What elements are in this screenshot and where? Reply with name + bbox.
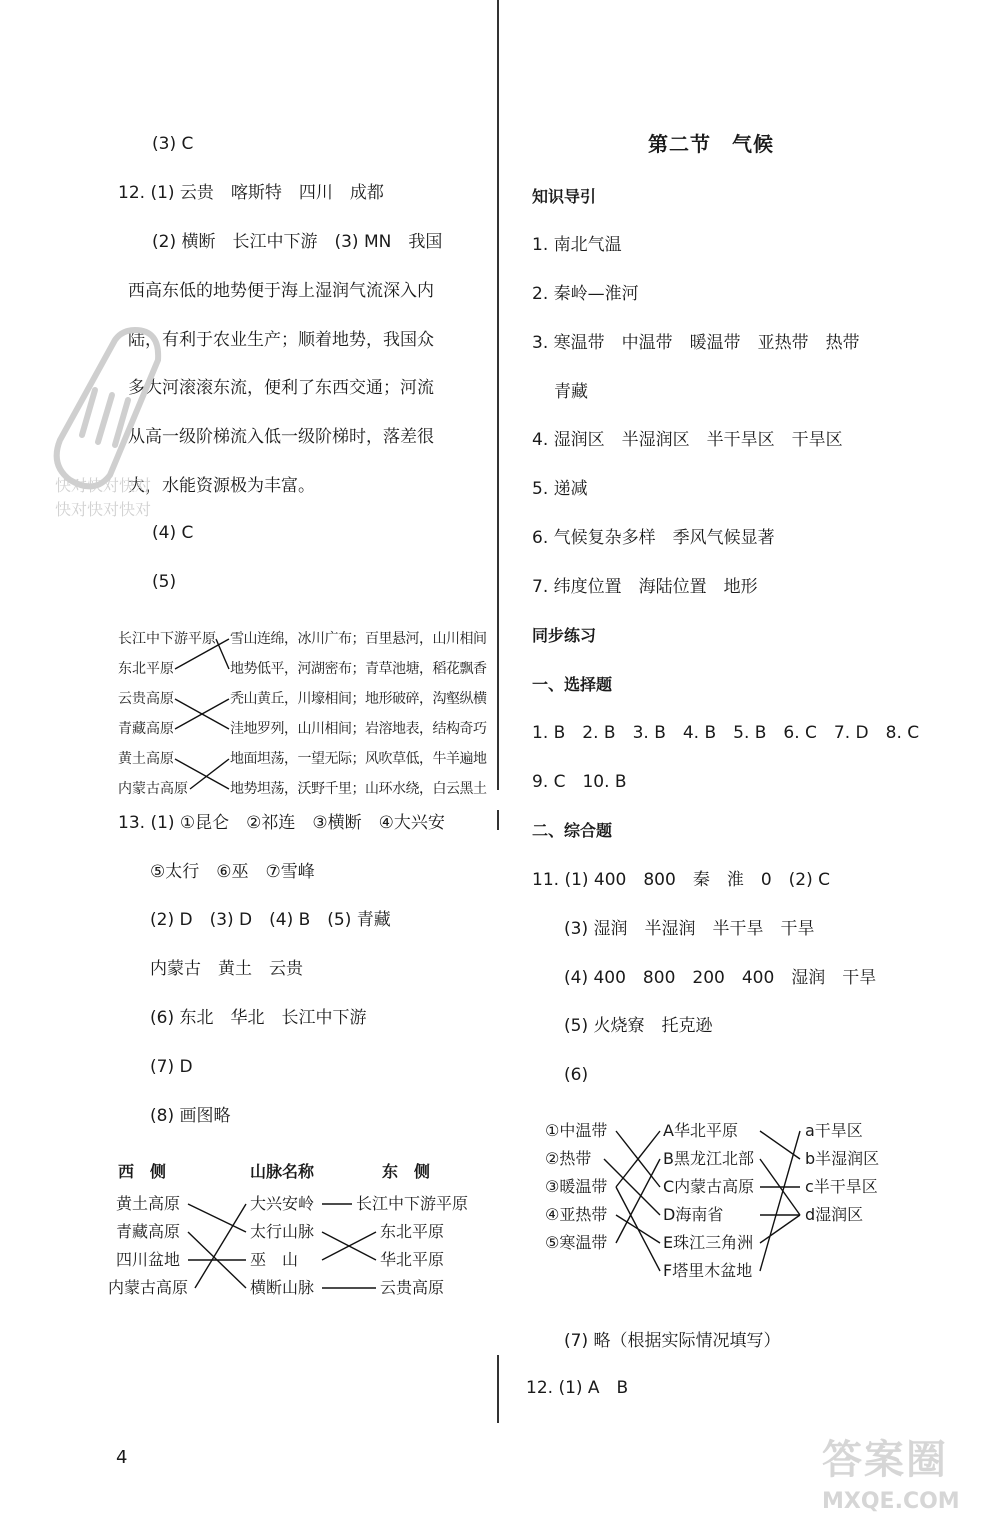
mountain-item: 大兴安岭	[250, 1194, 315, 1213]
mountain-item: 太行山脉	[250, 1222, 315, 1241]
answer-line: 内蒙古 黄土 云贵	[150, 959, 303, 979]
section-heading: 同步练习	[532, 626, 597, 645]
choice-answers: 9. C 10. B	[532, 772, 627, 792]
answer-line: 多大河滚滚东流，便利了东西交通；河流	[128, 378, 434, 398]
answer-line: (4) C	[152, 523, 194, 543]
answer-line: 12. (1) A B	[526, 1378, 629, 1398]
guide-line: 青藏	[554, 382, 588, 402]
answer-line: 从高一级阶梯流入低一级阶梯时，落差很	[128, 427, 434, 447]
match-left-item: 长江中下游平原	[118, 631, 216, 647]
match-left-item: 青藏高原	[118, 721, 174, 737]
match-right-item: 洼地罗列，山川相间；岩溶地表，结构奇巧	[230, 721, 487, 737]
section-heading: 一、选择题	[532, 675, 613, 694]
answer-line: (3) 湿润 半湿润 半干旱 干旱	[564, 919, 815, 939]
table-header: 西 侧	[118, 1162, 167, 1181]
match-left-item: 云贵高原	[118, 691, 174, 707]
west-item: 青藏高原	[116, 1222, 181, 1241]
zone-item: d湿润区	[805, 1205, 864, 1224]
match-right-item: 雪山连绵，冰川广布；百里悬河，山川相间	[230, 631, 487, 647]
answer-line: (7) 略（根据实际情况填写）	[564, 1331, 781, 1351]
site-logo	[822, 1428, 992, 1518]
table-header: 东 侧	[382, 1162, 431, 1181]
choice-answers: 1. B 2. B 3. B 4. B 5. B 6. C 7. D 8. C	[532, 723, 920, 743]
zone-item: c半干旱区	[805, 1177, 878, 1196]
section-heading: 知识导引	[532, 187, 597, 206]
answer-line: (6)	[564, 1065, 589, 1085]
mountain-item: 巫 山	[250, 1250, 299, 1269]
place-item: F塔里木盆地	[663, 1261, 753, 1280]
guide-line: 4. 湿润区 半湿润区 半干旱区 干旱区	[532, 430, 843, 450]
watermark-text: 快对快对快对	[55, 476, 152, 495]
answer-line: ⑤太行 ⑥巫 ⑦雪峰	[150, 862, 315, 882]
answer-line: 12. (1) 云贵 喀斯特 四川 成都	[118, 183, 384, 203]
place-item: E珠江三角洲	[663, 1233, 754, 1252]
match-right-item: 地势坦荡，沃野千里；山环水绕，白云黑土	[230, 781, 487, 797]
guide-line: 1. 南北气温	[532, 235, 622, 255]
table-header: 山脉名称	[250, 1162, 315, 1181]
answer-line: (6) 东北 华北 长江中下游	[150, 1008, 367, 1028]
logo-text: 答案圈	[822, 1437, 948, 1483]
guide-line: 5. 递减	[532, 479, 588, 499]
east-item: 东北平原	[380, 1222, 445, 1241]
match-left-item: 内蒙古高原	[118, 781, 188, 797]
guide-line: 7. 纬度位置 海陆位置 地形	[532, 577, 758, 597]
place-item: A华北平原	[663, 1121, 738, 1140]
west-item: 四川盆地	[116, 1250, 181, 1269]
match-right-item: 地势低平，河湖密布；青草池塘，稻花飘香	[230, 661, 487, 677]
place-item: C内蒙古高原	[663, 1177, 755, 1196]
place-item: D海南省	[663, 1205, 724, 1224]
mountain-item: 横断山脉	[250, 1278, 315, 1297]
answer-line: (3) C	[152, 134, 194, 154]
belt-item: ①中温带	[545, 1121, 608, 1140]
zone-item: a干旱区	[805, 1121, 863, 1140]
match-left-item: 东北平原	[118, 661, 174, 677]
west-item: 内蒙古高原	[108, 1278, 189, 1297]
answer-line: 西高东低的地势便于海上湿润气流深入内	[128, 281, 434, 301]
answer-line: 11. (1) 400 800 秦 淮 0 (2) C	[532, 870, 830, 890]
belt-item: ⑤寒温带	[545, 1233, 608, 1252]
page-number: 4	[116, 1447, 128, 1468]
section-title: 第二节 气候	[648, 132, 774, 156]
answer-line: (7) D	[150, 1057, 193, 1077]
answer-line: (2) 横断 长江中下游 (3) MN 我国	[152, 232, 443, 252]
answer-line: 大，水能资源极为丰富。	[128, 476, 315, 496]
answer-line: (8) 画图略	[150, 1106, 231, 1126]
match-right-item: 地面坦荡，一望无际；风吹草低，牛羊遍地	[230, 751, 487, 767]
west-item: 黄土高原	[116, 1194, 181, 1213]
match-left-item: 黄土高原	[118, 751, 174, 767]
logo-url: MXQE.COM	[822, 1489, 960, 1514]
guide-line: 6. 气候复杂多样 季风气候显著	[532, 528, 775, 548]
east-item: 云贵高原	[380, 1278, 445, 1297]
belt-item: ②热带	[545, 1149, 592, 1168]
match-right-item: 秃山黄丘，川壕相间；地形破碎，沟壑纵横	[230, 691, 487, 707]
answer-line: (2) D (3) D (4) B (5) 青藏	[150, 910, 391, 930]
section-heading: 二、综合题	[532, 821, 613, 840]
answer-line: 13. (1) ①昆仑 ②祁连 ③横断 ④大兴安	[118, 813, 445, 833]
east-item: 长江中下游平原	[356, 1194, 469, 1213]
guide-line: 2. 秦岭—淮河	[532, 284, 639, 304]
place-item: B黑龙江北部	[663, 1149, 754, 1168]
answer-line: (5)	[152, 572, 177, 592]
answer-line: 陆，有利于农业生产；顺着地势，我国众	[128, 330, 434, 350]
east-item: 华北平原	[380, 1250, 445, 1269]
zone-item: b半湿润区	[805, 1149, 880, 1168]
watermark-text: 快对快对快对	[55, 500, 152, 519]
answer-line: (5) 火烧寮 托克逊	[564, 1016, 713, 1036]
guide-line: 3. 寒温带 中温带 暖温带 亚热带 热带	[532, 333, 860, 353]
belt-item: ④亚热带	[545, 1205, 608, 1224]
belt-item: ③暖温带	[545, 1177, 608, 1196]
answer-line: (4) 400 800 200 400 湿润 干旱	[564, 968, 877, 988]
